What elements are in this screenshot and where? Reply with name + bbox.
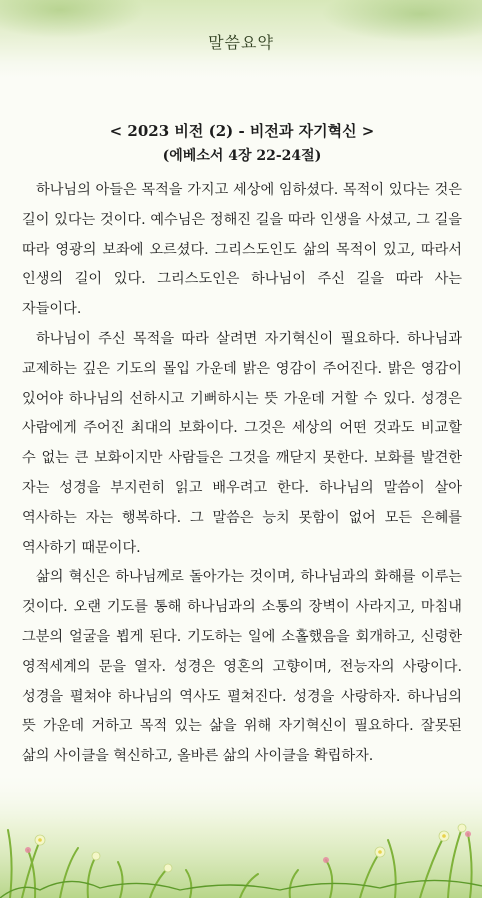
sermon-title: < 2023 비전 (2) - 비전과 자기혁신 > xyxy=(109,122,375,140)
header-title: 말씀요약 xyxy=(208,33,274,52)
paragraph-2: 하나님이 주신 목적을 따라 살려면 자기혁신이 필요하다. 하나님과 교제하는 깊은 기도의 몰입 가운데 밝은 영감이 주어진다. 밝은 영감이 있어야 하나님의 선하시고 기뻐하시는 뜻 가운데 거할 수 있다. 성경은 사람에게 주어진 최대의 보화이다. 그것은 세상의 어떤 것과도 비교할 수 없는 큰 보화이지만 사람들은 그것을 깨닫지 못한다. 보화를 발견한 자는 성경을 부지런히 읽고 배우려고 한다. 하나님의 말씀이 살아 역사하는 자는 행복하다. 그 말씀은 능치 못함이 없어 모든 은혜를 역사하기 때문이다. xyxy=(22,330,462,556)
sermon-summary xyxy=(22,118,462,772)
paragraph-3: 삶의 혁신은 하나님께로 돌아가는 것이며, 하나님과의 화해를 이루는 것이다. 오랜 기도를 통해 하나님과의 소통의 장벽이 사라지고, 마침내 그분의 얼굴을 뵙게 된다. 기도하는 일에 소홀했음을 회개하고, 신령한 영적세계의 문을 열자. 성경은 영혼의 고향이며, 전능자의 사랑이다. 성경을 펼쳐야 하나님의 역사도 펼쳐진다. 성경을 사랑하자. 하나님의 뜻 가운데 거하고 목적 있는 삶을 위해 자기혁신이 필요하다. 잘못된 삶의 사이클을 혁신하고, 올바른 삶의 사이클을 확립하자. xyxy=(22,569,462,765)
scripture-reference: (에베소서 4장 22-24절) xyxy=(162,148,322,164)
header-banner xyxy=(0,0,482,78)
paragraph-1: 하나님의 아들은 목적을 가지고 세상에 임하셨다. 목적이 있다는 것은 길이 있다는 것이다. 예수님은 정해진 길을 따라 인생을 사셨고, 그 길을 따라 영광의 보좌에 오르셨다. 그리스도인도 삶의 목적이 있고, 따라서 인생의 길이 있다. 그리스도인은 하나님이 주신 길을 따라 사는 자들이다. xyxy=(22,182,462,318)
grass-flower-illustration xyxy=(0,770,482,898)
